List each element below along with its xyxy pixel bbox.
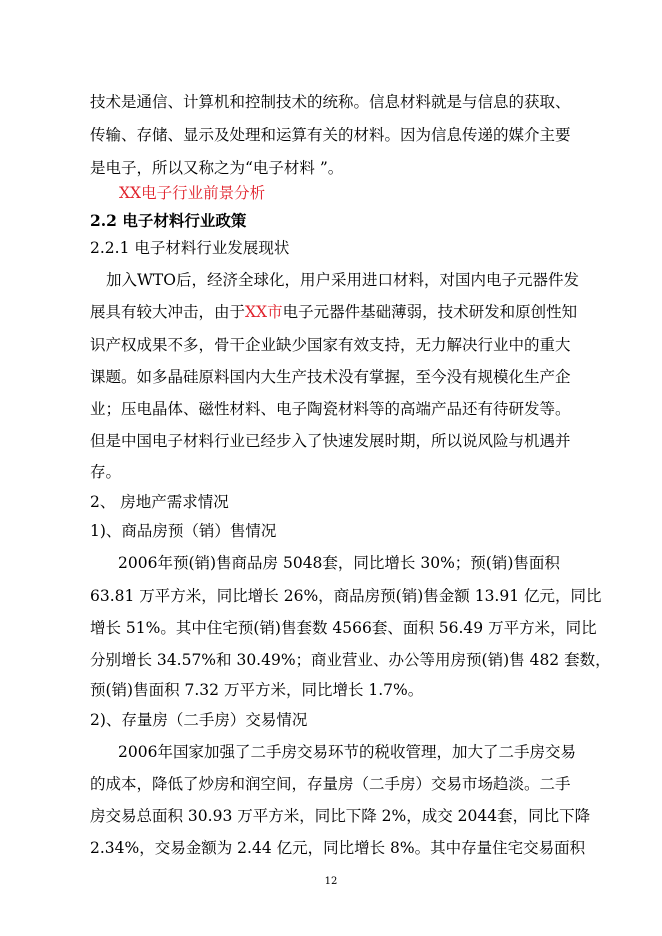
red-link-heading[interactable]: XX电子行业前景分析 (119, 184, 266, 202)
text-line: 传输、存储、显示及处理和运算有关的材料。因为信息传递的媒介主要 (90, 126, 571, 144)
text-line: 是电子，所以又称之为“电子材料 ”。 (90, 159, 344, 177)
text-line: 预(销)售面积 7.32 万平方米，同比增长 1.7%。 (90, 681, 424, 699)
text-line: 存。 (90, 463, 122, 481)
list-heading: 2)、存量房（二手房）交易情况 (90, 711, 308, 729)
text-line: 2.34%，交易金额为 2.44 亿元，同比增长 8%。其中存量住宅交易面积 (90, 839, 586, 857)
text-line: 业；压电晶体、磁性材料、电子陶瓷材料等的高端产品还有待研发等。 (90, 400, 571, 418)
text-line: 分别增长 34.57%和 30.49%；商业营业、办公等用房预(销)售 482 套数， (90, 651, 611, 669)
text-line: 识产权成果不多，骨干企业缺少国家有效支持，无力解决行业中的重大 (90, 336, 571, 354)
list-heading: 1)、商品房预（销）售情况 (90, 522, 277, 540)
text-line: 63.81 万平方米，同比增长 26%，商品房预(销)售金额 13.91 亿元，同比 (90, 587, 602, 605)
text-line: 的成本，降低了炒房和润空间，存量房（二手房）交易市场趋淡。二手 (90, 775, 571, 793)
subsection-heading: 2.2.1 电子材料行业发展现状 (90, 239, 290, 257)
red-link-city[interactable]: XX市 (245, 303, 283, 321)
text-line-with-link (90, 302, 577, 322)
list-heading: 2、 房地产需求情况 (90, 493, 229, 511)
text-line: 但是中国电子材料行业已经步入了快速发展时期，所以说风险与机遇并 (90, 432, 571, 450)
text-line: 增长 51%。其中住宅预(销)售套数 4566套、面积 56.49 万平方米，同比 (90, 619, 597, 637)
text-line: 2006年预(销)售商品房 5048套，同比增长 30%；预(销)售面积 (118, 554, 560, 572)
text-line: 课题。如多晶硅原料国内大生产技术没有掌握，至今没有规模化生产企 (90, 368, 571, 386)
text-line: 加入WTO后，经济全球化，用户采用进口材料，对国内电子元器件发 (106, 271, 579, 289)
section-heading: 2.2 电子材料行业政策 (90, 211, 247, 230)
text-line: 房交易总面积 30.93 万平方米，同比下降 2%，成交 2044套，同比下降 (90, 807, 591, 825)
text-segment: 电子元器件基础薄弱，技术研发和原创性知 (282, 303, 578, 321)
page-number: 12 (324, 876, 338, 887)
text-line: 技术是通信、计算机和控制技术的统称。信息材料就是与信息的获取、 (90, 93, 571, 111)
text-line: 2006年国家加强了二手房交易环节的税收管理，加大了二手房交易 (118, 743, 576, 761)
text-segment: 展具有较大冲击，由于 (90, 303, 246, 321)
